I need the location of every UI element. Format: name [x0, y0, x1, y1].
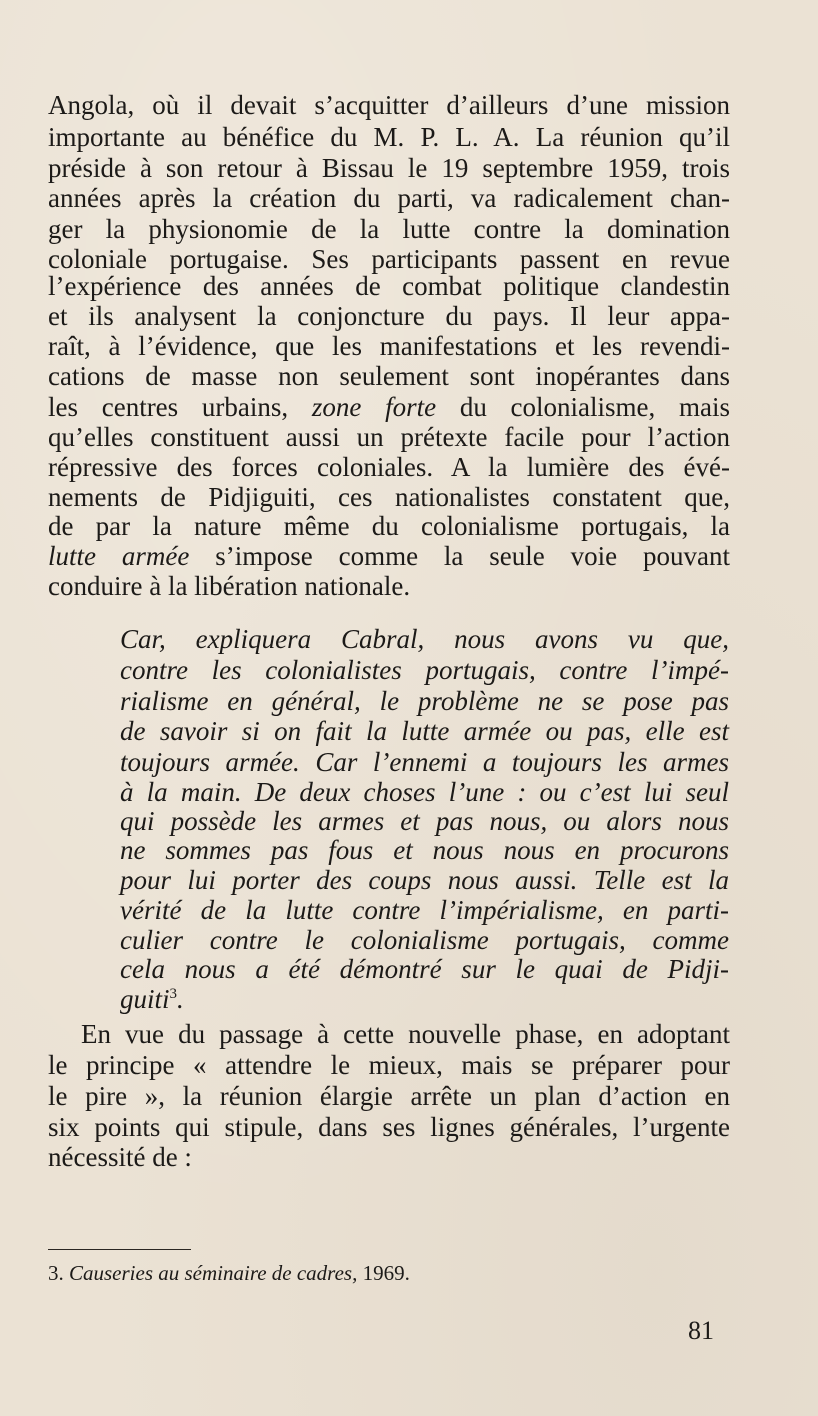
quote-line: pour lui porter des coups nous aussi. Telle est la [120, 865, 729, 895]
body-text-line [48, 540, 730, 572]
body-text-line: nécessité de : [48, 1142, 192, 1172]
body-text-line: ger la physionomie de la lutte contre la domination [48, 214, 730, 244]
body-text-line: cations de masse non seulement sont inopérantes dans [48, 361, 730, 391]
quote-line: à la main. De deux choses l’une : ou c’est lui seul [120, 777, 729, 807]
body-text-line: le principe « attendre le mieux, mais se préparer pour [48, 1050, 730, 1080]
quote-line: vérité de la lutte contre l’impérialisme, en parti- [120, 895, 729, 925]
body-text-line: six points qui stipule, dans ses lignes générales, l’urgente [48, 1112, 730, 1142]
text-segment: s’impose comme la seule voie pouvant [215, 541, 730, 571]
body-text-line: nements de Pidjiguiti, ces nationalistes constatent que, [48, 482, 730, 512]
body-text-line: conduire à la libération nationale. [48, 571, 411, 601]
page-number: 81 [688, 1316, 714, 1345]
text-segment: guiti [120, 984, 170, 1014]
body-text-line: l’expérience des années de combat politique clandestin [48, 271, 730, 301]
footnote-reference: 3 [169, 986, 178, 1002]
quote-line: rialisme en général, le problème ne se pose pas [120, 686, 729, 716]
body-text-line: raît, à l’évidence, que les manifestations et les revendi- [48, 331, 730, 361]
text-segment: du colonialisme, mais [459, 392, 730, 422]
quote-line: culier contre le colonialisme portugais, comme [120, 925, 729, 955]
footnote-number: 3. [48, 1261, 64, 1285]
body-text-line: importante au bénéfice du M. P. L. A. La réunion qu’il [48, 122, 730, 152]
body-text-line: préside à son retour à Bissau le 19 septembre 1959, trois [48, 153, 730, 183]
text-segment: . [177, 984, 184, 1014]
quote-line: de savoir si on fait la lutte armée ou pas, elle est [120, 716, 729, 746]
body-text-line: Angola, où il devait s’acquitter d’ailleurs d’une mission [48, 90, 730, 120]
quote-line: qui possède les armes et pas nous, ou alors nous [120, 806, 729, 836]
quote-line: ne sommes pas fous et nous nous en procurons [120, 835, 729, 865]
body-text-line [48, 391, 730, 423]
quote-line: cela nous a été démontré sur le quai de Pidji- [120, 954, 729, 984]
quote-line [120, 983, 729, 1015]
quote-line: Car, expliquera Cabral, nous avons vu que, [120, 624, 729, 654]
text-segment: En vue du passage à cette nouvelle phase, en adoptant [81, 1019, 730, 1049]
footnote-title: Causeries au séminaire de cadres, [69, 1261, 358, 1285]
quote-line: toujours armée. Car l’ennemi a toujours les armes [120, 747, 729, 777]
quote-line: contre les colonialistes portugais, contre l’impé- [120, 655, 729, 685]
body-text-line: répressive des forces coloniales. A la lumière des évé- [48, 452, 730, 482]
body-text-line: et ils analysent la conjoncture du pays. Il leur appa- [48, 301, 730, 331]
body-text-line [48, 1018, 730, 1050]
body-text-line: coloniale portugaise. Ses participants passent en revue [48, 244, 730, 274]
footnote-year: 1969. [362, 1261, 410, 1285]
body-text-line: années après la création du parti, va radicalement chan- [48, 183, 730, 213]
body-text-line: qu’elles constituent aussi un prétexte facile pour l’action [48, 422, 730, 452]
footnote [48, 1260, 410, 1286]
body-text-line: le pire », la réunion élargie arrête un plan d’action en [48, 1081, 730, 1111]
text-segment: les centres urbains, [48, 392, 289, 422]
footnote-divider [48, 1249, 191, 1250]
emphasis-text: zone forte [311, 392, 437, 422]
body-text-line: de par la nature même du colonialisme portugais, la [48, 511, 730, 541]
emphasis-text: lutte armée [48, 541, 190, 571]
